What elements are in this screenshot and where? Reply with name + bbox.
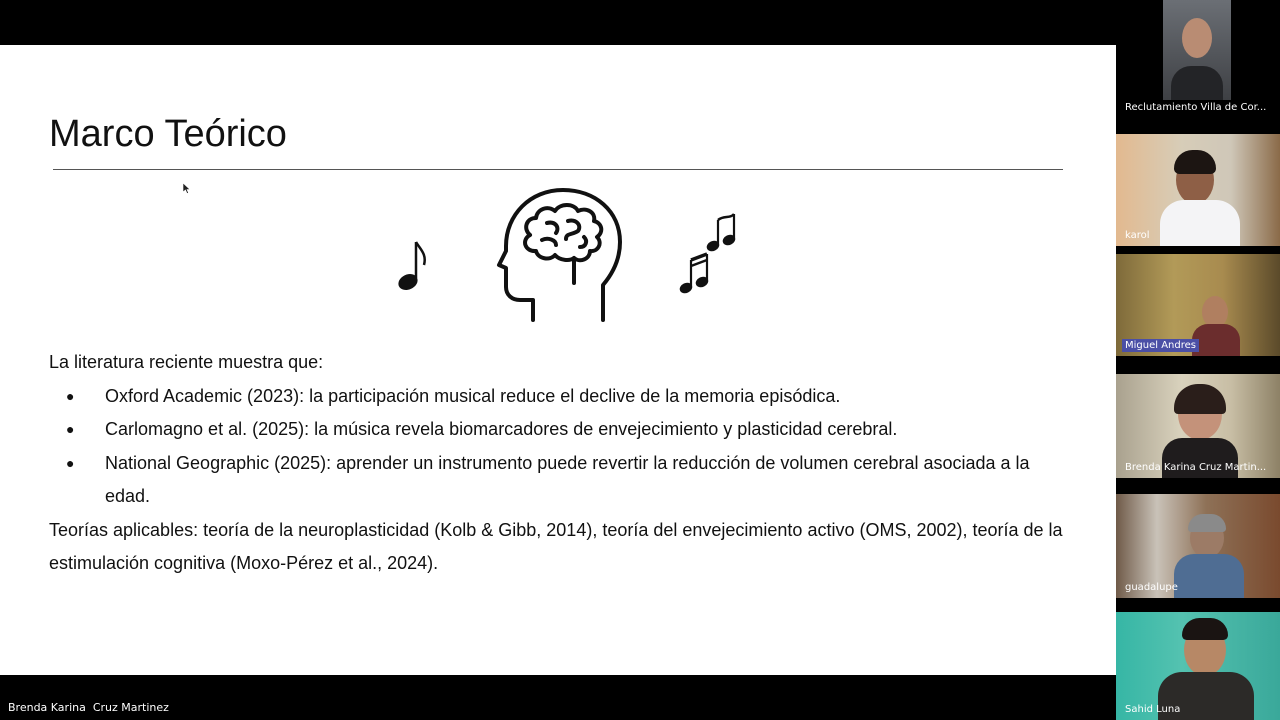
intro-text: La literatura reciente muestra que: xyxy=(49,352,324,372)
participant-name: karol xyxy=(1125,230,1150,241)
theories-text: Teorías aplicables: teoría de la neuroplasticidad (Kolb & Gibb, 2014), teoría del envejecimiento activo (OMS, 2002), teoría de la estimulación cognitiva (Moxo-Pérez et al., 2024). xyxy=(49,519,1063,573)
participant-tile[interactable] xyxy=(1116,254,1280,356)
list-item xyxy=(49,447,1069,514)
bullet-icon: ● xyxy=(66,454,75,471)
participant-tile[interactable] xyxy=(1116,0,1280,118)
participant-name: Reclutamiento Villa de Cor... xyxy=(1125,102,1267,113)
participant-tile[interactable] xyxy=(1116,374,1280,478)
participant-name: Miguel Andres xyxy=(1122,339,1199,352)
mouse-cursor-icon xyxy=(183,183,191,195)
participant-name: Sahid Luna xyxy=(1125,704,1181,715)
slide-title: Marco Teórico xyxy=(49,113,287,155)
slide-body xyxy=(49,346,1069,581)
bullet-text: National Geographic (2025): aprender un instrumento puede revertir la reducción de volumen cerebral asociada a la edad. xyxy=(105,452,1030,506)
music-brain-illustration xyxy=(390,185,760,330)
list-item xyxy=(49,413,1069,447)
bullet-icon: ● xyxy=(66,421,75,437)
participant-tile[interactable] xyxy=(1116,612,1280,720)
bullet-icon: ● xyxy=(66,387,75,404)
shared-slide xyxy=(0,45,1116,675)
bullet-list xyxy=(49,380,1069,514)
music-note-icon xyxy=(396,242,425,293)
list-item xyxy=(49,380,1069,414)
bullet-text: Carlomagno et al. (2025): la música revela biomarcadores de envejecimiento y plasticidad cerebral. xyxy=(105,419,898,439)
participant-tile[interactable] xyxy=(1116,494,1280,598)
bullet-text: Oxford Academic (2023): la participación musical reduce el declive de la memoria episódica. xyxy=(105,385,841,406)
participant-name: Brenda Karina Cruz Martin... xyxy=(1125,462,1267,473)
participant-name: guadalupe xyxy=(1125,582,1178,593)
participant-gallery[interactable] xyxy=(1116,0,1280,720)
participant-tile[interactable] xyxy=(1116,134,1280,246)
brain-head-icon xyxy=(499,190,620,320)
presenter-name: Brenda Karina Cruz Martinez xyxy=(8,701,169,714)
title-divider xyxy=(53,169,1063,170)
music-notes-icon xyxy=(678,214,737,295)
